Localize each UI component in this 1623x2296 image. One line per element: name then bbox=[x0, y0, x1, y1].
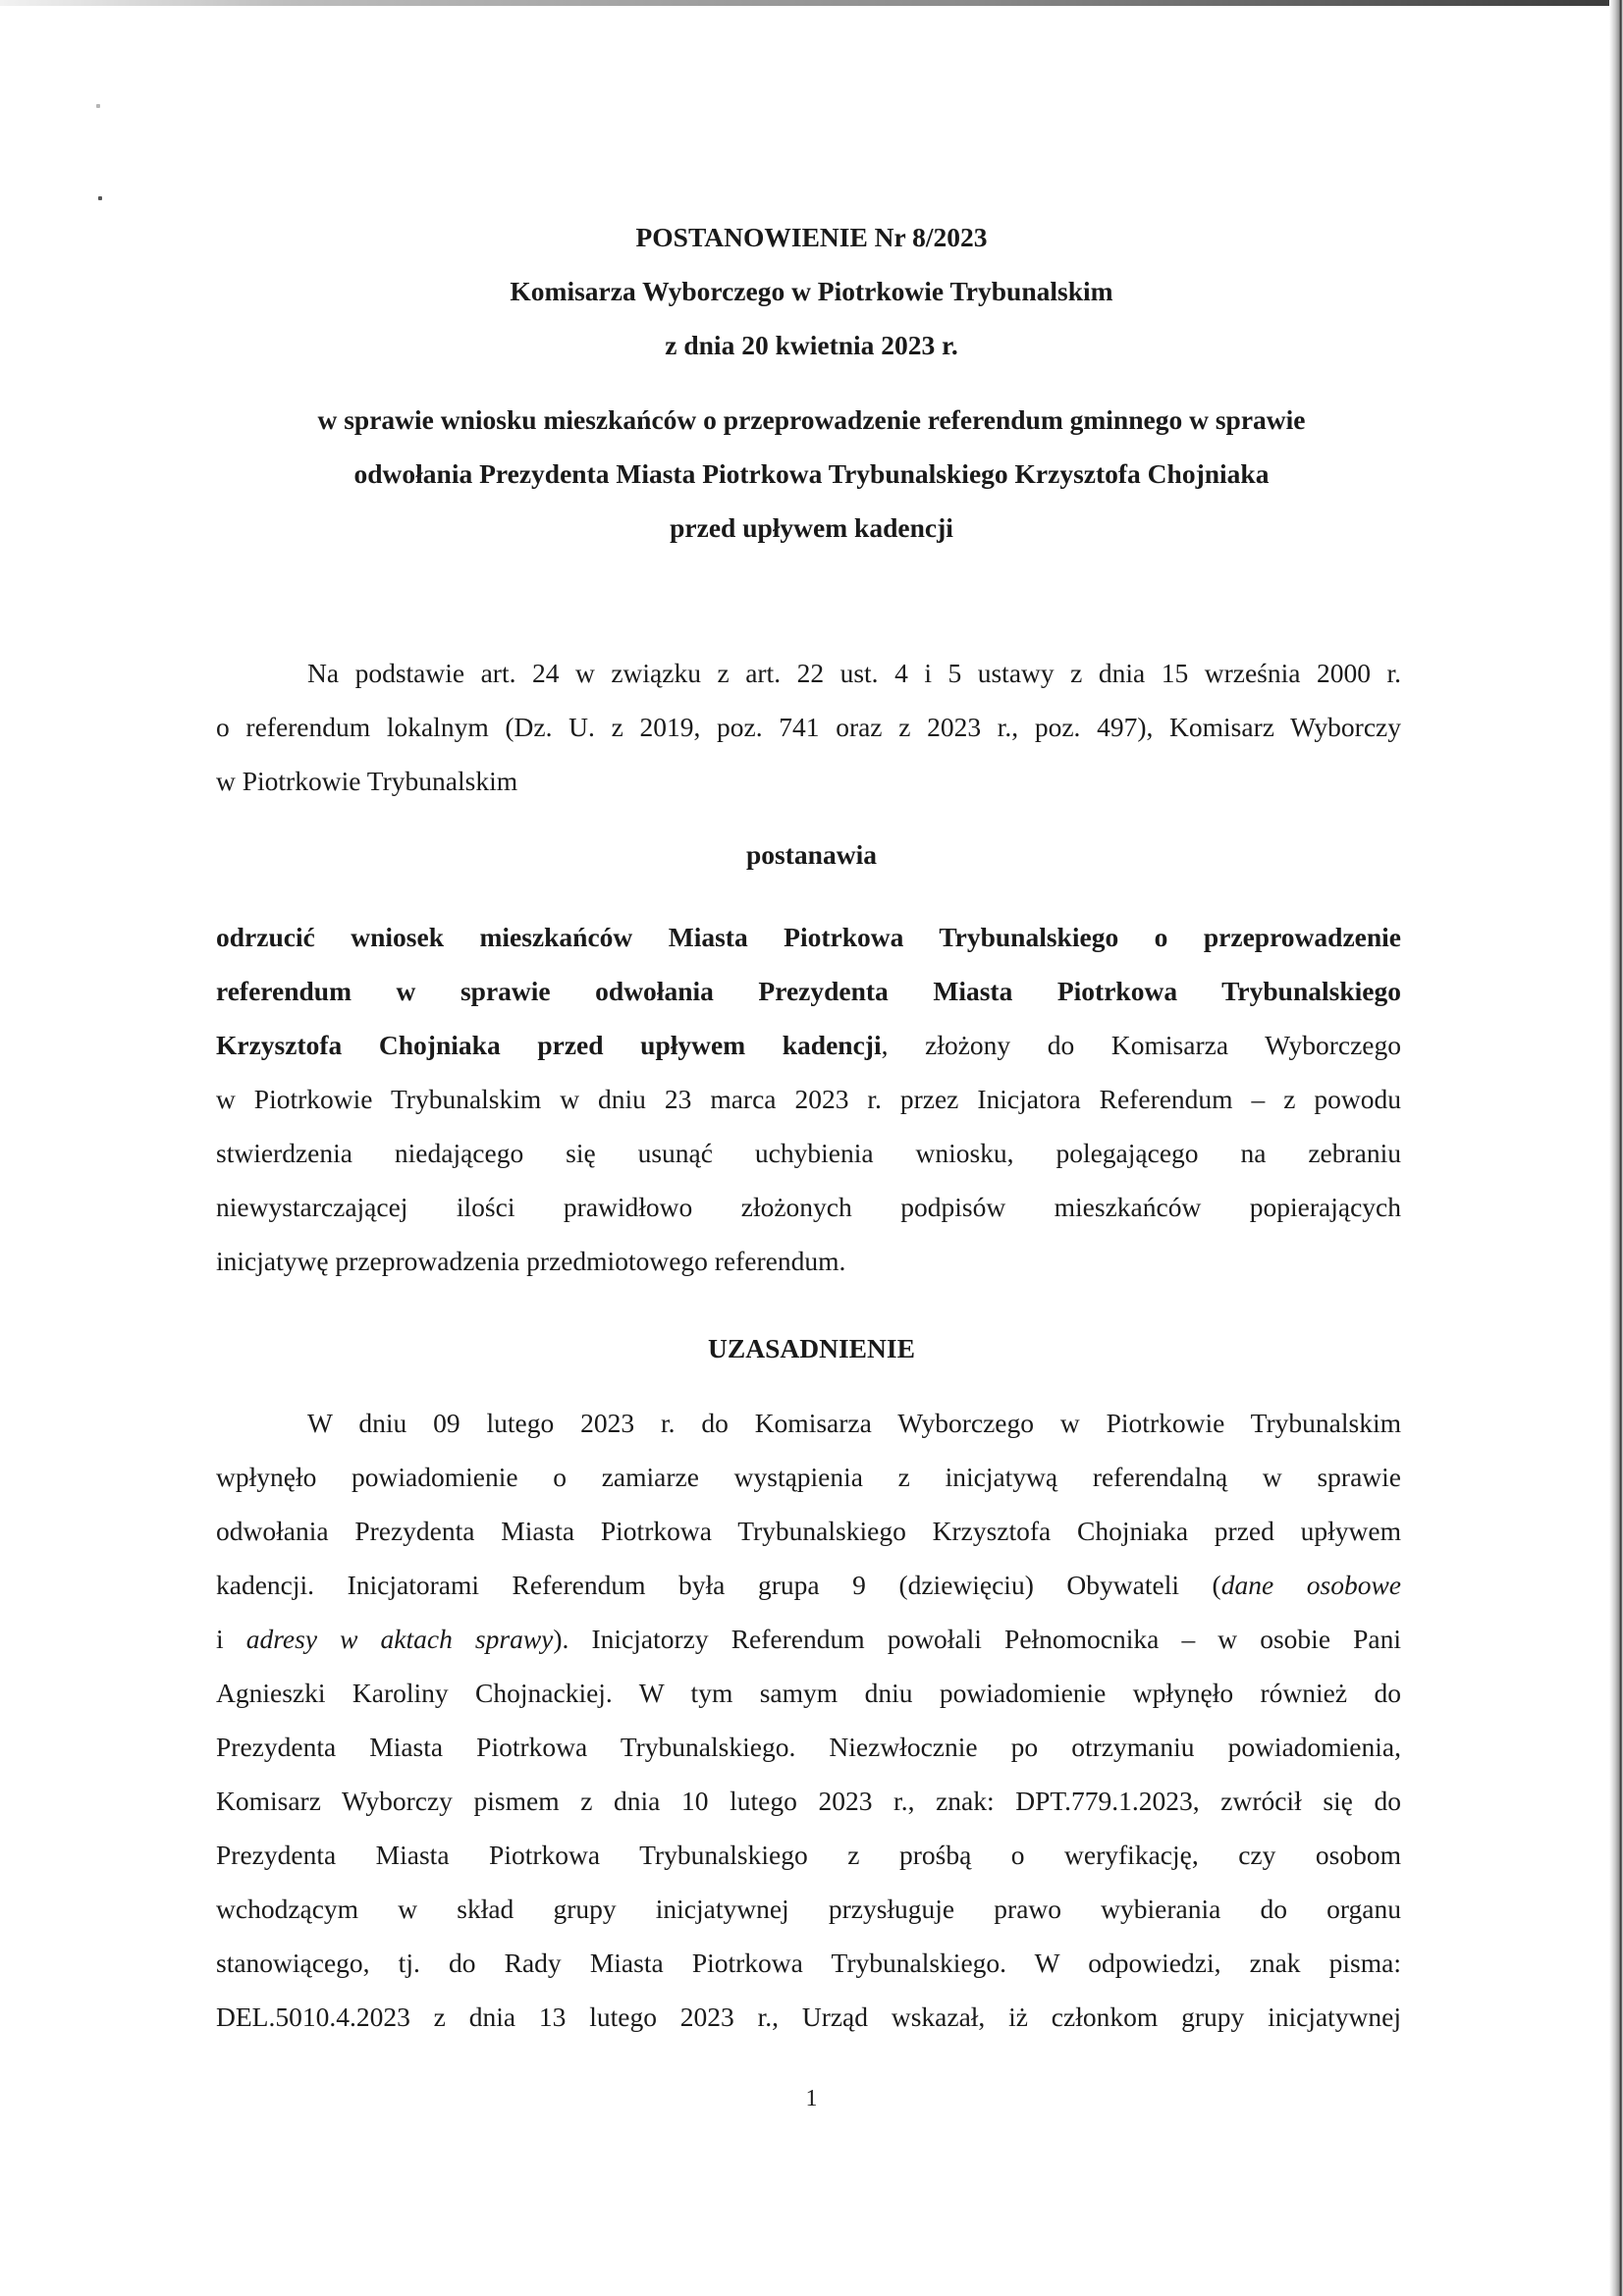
justification-line: odwołania Prezydenta Miasta Piotrkowa Trybunalskiego Krzysztofa Chojniaka przed upływem bbox=[216, 1516, 1401, 1546]
page-number: 1 bbox=[805, 2086, 818, 2111]
decision-line: inicjatywę przeprowadzenia przedmiotowego referendum. bbox=[216, 1246, 846, 1276]
legal-basis-line: o referendum lokalnym (Dz. U. z 2019, poz. 741 oraz z 2023 r., poz. 497), Komisarz Wyborczy bbox=[216, 712, 1401, 742]
justification-line: wchodzącym w skład grupy inicjatywnej przysługuje prawo wybierania do organu bbox=[216, 1894, 1401, 1924]
document-title: POSTANOWIENIE Nr 8/2023 bbox=[635, 222, 988, 252]
justification-text: kadencji. Inicjatorami Referendum była grupa 9 (dziewięciu) Obywateli ( bbox=[216, 1570, 1221, 1600]
justification-line: Prezydenta Miasta Piotrkowa Trybunalskiego z prośbą o weryfikację, czy osobom bbox=[216, 1840, 1401, 1870]
document-issuer: Komisarza Wyborczego w Piotrkowie Trybunalskim bbox=[510, 276, 1113, 306]
justification-line: Komisarz Wyborczy pismem z dnia 10 lutego 2023 r., znak: DPT.779.1.2023, zwrócił się do bbox=[216, 1786, 1401, 1816]
justification-line: DEL.5010.4.2023 z dnia 13 lutego 2023 r., Urząd wskazał, iż członkom grupy inicjatywnej bbox=[216, 2002, 1401, 2032]
scan-speck bbox=[96, 104, 100, 108]
justification-line: stanowiącego, tj. do Rady Miasta Piotrkowa Trybunalskiego. W odpowiedzi, znak pisma: bbox=[216, 1948, 1401, 1978]
subject-line: przed upływem kadencji bbox=[670, 512, 953, 543]
decision-line: odrzucić wniosek mieszkańców Miasta Piotrkowa Trybunalskiego o przeprowadzenie bbox=[216, 922, 1401, 952]
justification-heading: UZASADNIENIE bbox=[708, 1333, 915, 1363]
document-date: z dnia 20 kwietnia 2023 r. bbox=[665, 330, 958, 360]
justification-italic-text: dane osobowe bbox=[1220, 1570, 1401, 1600]
subject-line: w sprawie wniosku mieszkańców o przeprowadzenie referendum gminnego w sprawie bbox=[317, 404, 1306, 435]
justification-line bbox=[216, 1568, 1401, 1603]
decision-line bbox=[216, 1028, 1401, 1063]
decision-bold-text: Krzysztofa Chojniaka przed upływem kadencji bbox=[216, 1030, 882, 1060]
justification-text: ). Inicjatorzy Referendum powołali Pełnomocnika – w osobie Pani bbox=[553, 1624, 1401, 1654]
justification-line: W dniu 09 lutego 2023 r. do Komisarza Wyborczego w Piotrkowie Trybunalskim bbox=[307, 1408, 1401, 1438]
decision-line: stwierdzenia niedającego się usunąć uchybienia wniosku, polegającego na zebraniu bbox=[216, 1138, 1401, 1168]
decision-word: postanawia bbox=[746, 839, 877, 870]
decision-line: w Piotrkowie Trybunalskim w dniu 23 marca 2023 r. przez Inicjatora Referendum – z powodu bbox=[216, 1084, 1401, 1114]
scan-edge-top bbox=[0, 0, 1623, 6]
scan-speck bbox=[98, 196, 102, 200]
legal-basis-line: w Piotrkowie Trybunalskim bbox=[216, 766, 518, 796]
justification-line bbox=[216, 1622, 1401, 1657]
subject-line: odwołania Prezydenta Miasta Piotrkowa Trybunalskiego Krzysztofa Chojniaka bbox=[353, 458, 1270, 489]
decision-line: niewystarczającej ilości prawidłowo złożonych podpisów mieszkańców popierających bbox=[216, 1192, 1401, 1222]
decision-text: , złożony do Komisarza Wyborczego bbox=[881, 1030, 1401, 1060]
legal-basis-line: Na podstawie art. 24 w związku z art. 22 ust. 4 i 5 ustawy z dnia 15 września 2000 r. bbox=[307, 658, 1401, 688]
justification-line: Prezydenta Miasta Piotrkowa Trybunalskiego. Niezwłocznie po otrzymaniu powiadomienia, bbox=[216, 1732, 1401, 1762]
justification-line: Agnieszki Karoliny Chojnackiej. W tym samym dniu powiadomienie wpłynęło również do bbox=[216, 1678, 1401, 1708]
justification-italic-text: adresy w aktach sprawy bbox=[245, 1624, 554, 1654]
justification-line: wpłynęło powiadomienie o zamiarze wystąpienia z inicjatywą referendalną w sprawie bbox=[216, 1462, 1401, 1492]
justification-text: i bbox=[216, 1624, 246, 1654]
decision-line: referendum w sprawie odwołania Prezydenta Miasta Piotrkowa Trybunalskiego bbox=[216, 976, 1401, 1006]
